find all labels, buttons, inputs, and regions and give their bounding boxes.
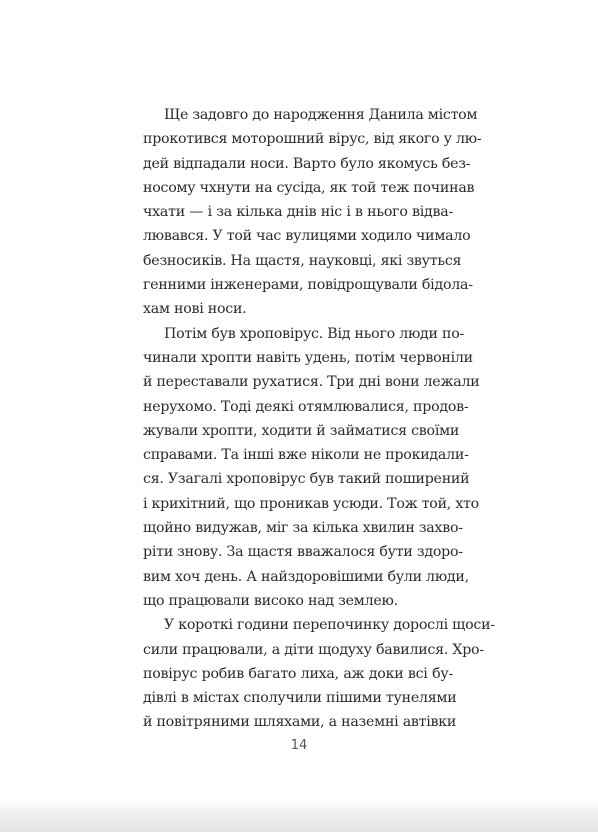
- text-line: що працювали високо над землею.: [143, 592, 398, 609]
- text-line: ся. Узагалі хроповірус був такий поширений: [143, 471, 470, 488]
- text-line: нерухомо. Тоді деякі отямлювалися, продов-: [143, 398, 469, 415]
- text-line: У короткі години перепочинку дорослі щоси-: [164, 617, 495, 634]
- text-line: носому чхнути на сусіда, як той теж починав: [143, 179, 475, 196]
- text-line: й повітряними шляхами, а наземні автівки: [143, 714, 457, 731]
- text-line: жували хропти, ходити й займатися своїми: [143, 422, 460, 439]
- text-line: справами. Та інші вже ніколи не прокидали-: [143, 447, 469, 464]
- text-line: щойно видужав, міг за кілька хвилин захво-: [143, 520, 463, 537]
- page-bottom-shadow: [0, 798, 598, 832]
- text-line: і крихітний, що проникав усюди. Тож той, хто: [143, 495, 479, 512]
- text-line: чинали хропти навіть удень, потім червоніли: [143, 349, 473, 366]
- text-line: Потім був хроповірус. Від нього люди по-: [164, 325, 465, 342]
- text-line: дей відпадали носи. Варто було якомусь без-: [143, 155, 471, 172]
- text-line: хам нові носи.: [143, 301, 247, 318]
- text-line: ріти знову. За щастя вважалося бути здоро-: [143, 544, 463, 561]
- text-line: вим хоч день. А найздоровішими були люди,: [143, 568, 469, 585]
- text-line: сили працювали, а діти щодуху бавилися. Хро-: [143, 641, 484, 658]
- body-text: [143, 103, 495, 735]
- text-line: прокотився моторошний вірус, від якого у лю-: [143, 131, 482, 148]
- page-number: 14: [290, 738, 308, 753]
- text-line: генними інженерами, повідрощували бідола-: [143, 277, 473, 294]
- text-line: Ще задовго до народження Данила містом: [164, 107, 478, 123]
- text-line: чхати — і за кілька днів ніс і в нього відва-: [143, 204, 453, 221]
- text-line: дівлі в містах сполучили пішими тунелями: [143, 690, 457, 707]
- text-line: й переставали рухатися. Три дні вони лежали: [143, 374, 480, 391]
- text-line: безносиків. На щастя, науковці, які звуться: [143, 252, 462, 269]
- text-line: лювався. У той час вулицями ходило чимало: [143, 228, 471, 245]
- text-line: повірус робив багато лиха, аж доки всі бу-: [143, 665, 453, 682]
